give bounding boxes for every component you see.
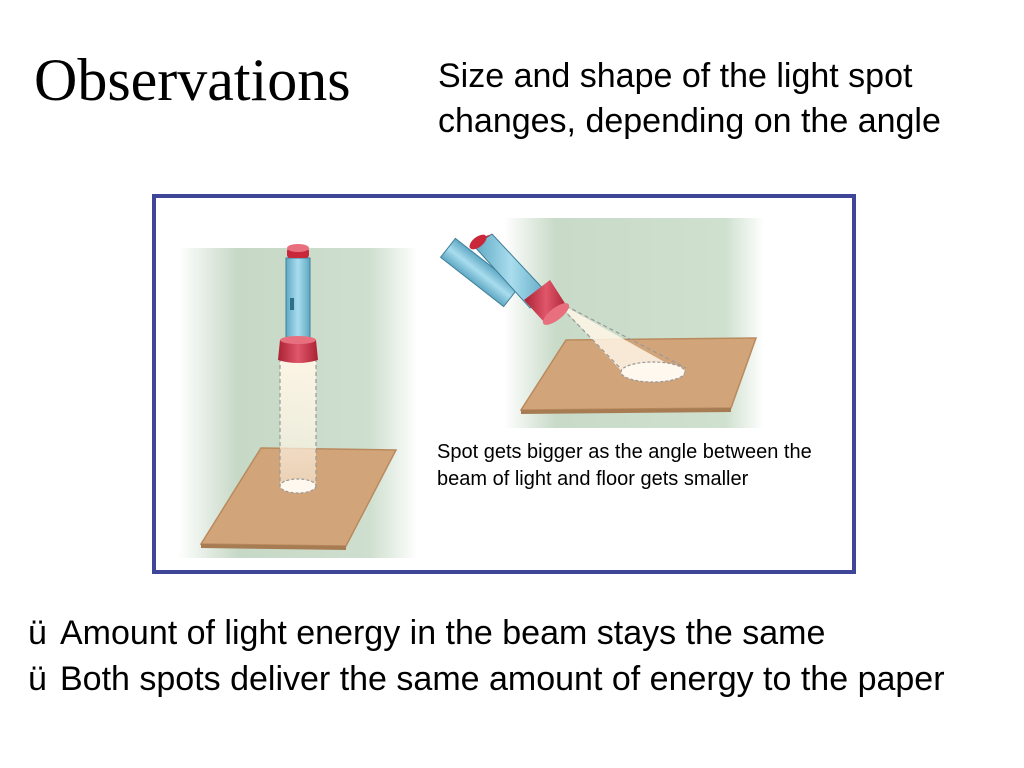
vertical-flashlight-scene <box>178 244 418 558</box>
bullet-item <box>28 656 1008 702</box>
flashlight-figure <box>152 194 856 574</box>
slide-subtitle: Size and shape of the light spot changes, depending on the angle <box>438 57 941 140</box>
bullet-item <box>28 610 1008 656</box>
figure-caption: Spot gets bigger as the angle between the beam of light and floor gets smaller <box>437 441 812 490</box>
angled-flashlight-scene <box>441 218 764 428</box>
check-icon: ü <box>28 614 47 652</box>
bullet-text: Both spots deliver the same amount of energy to the paper <box>60 660 945 698</box>
slide-title: Observations <box>34 47 351 113</box>
check-icon: ü <box>28 660 47 698</box>
bullet-text: Amount of light energy in the beam stays the same <box>60 614 826 652</box>
light-spot-large <box>621 362 685 382</box>
light-spot-small <box>280 479 316 493</box>
bullet-list <box>28 610 1008 702</box>
flashlight-illustration <box>156 198 852 570</box>
